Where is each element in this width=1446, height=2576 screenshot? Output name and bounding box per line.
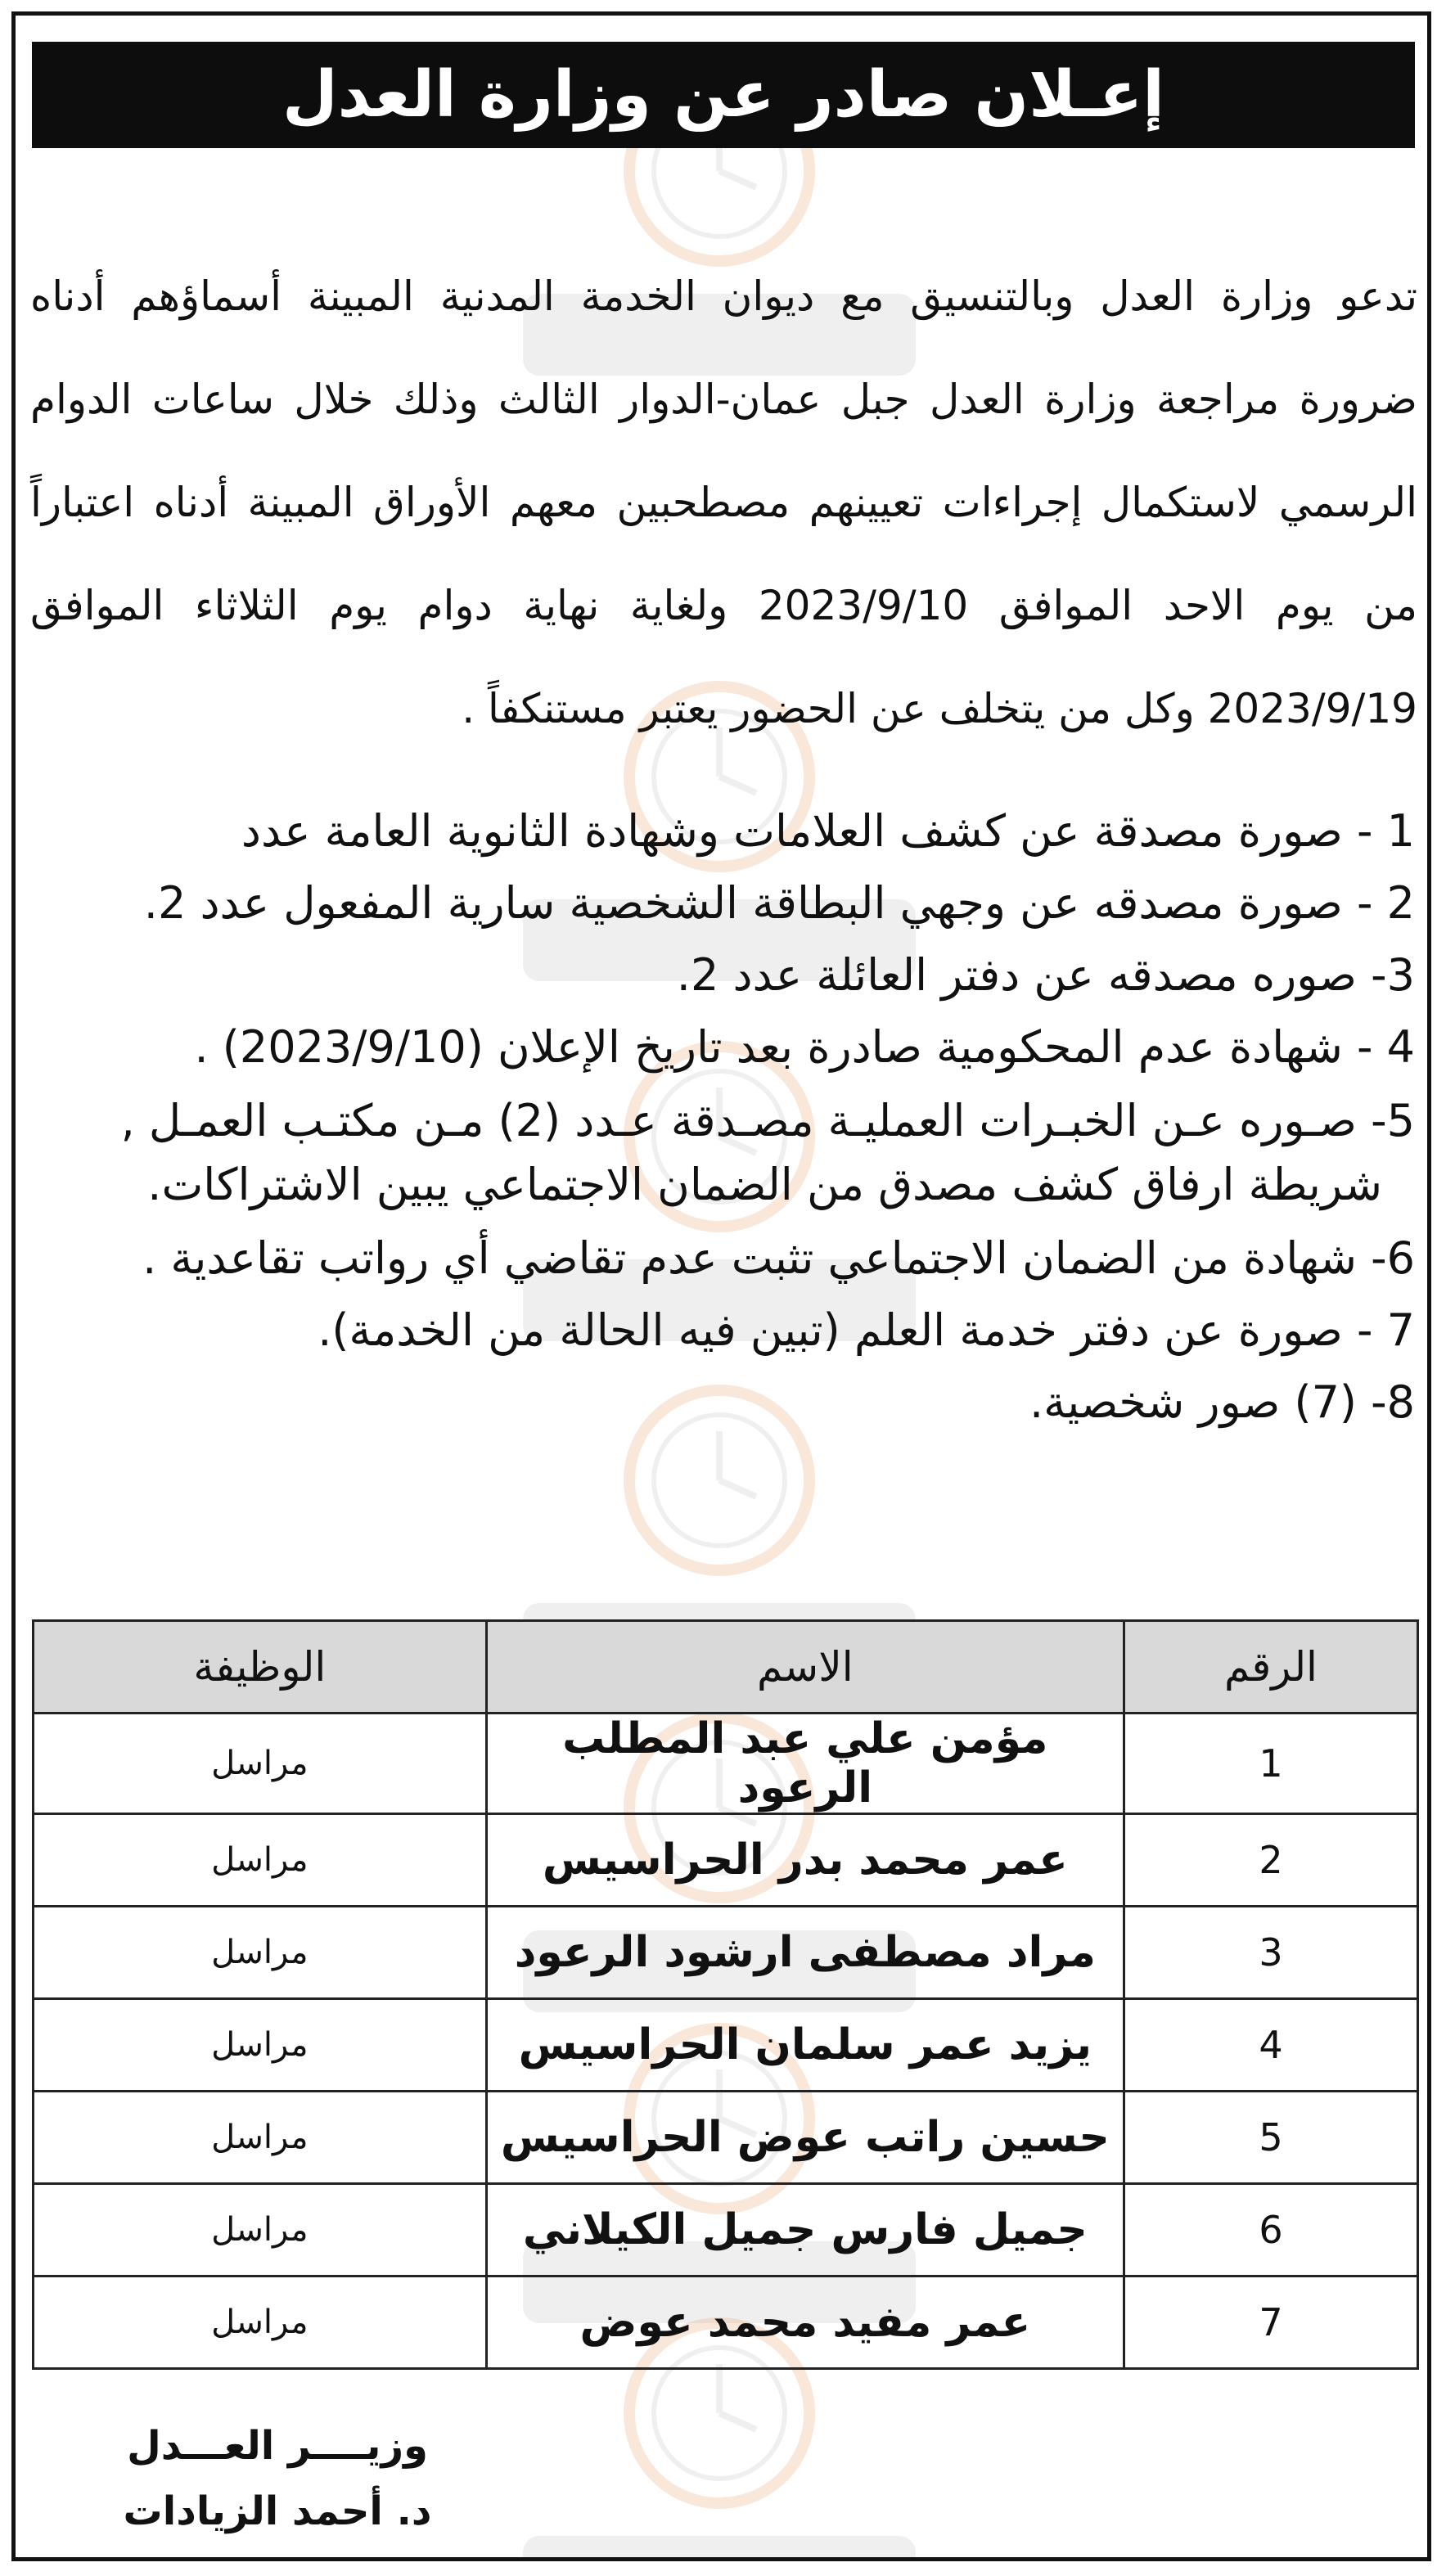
row-name: يزيد عمر سلمان الحراسيس bbox=[486, 1999, 1124, 2092]
row-name: عمر مفيد محمد عوض bbox=[486, 2277, 1124, 2369]
table-row bbox=[34, 2184, 1418, 2277]
requirement-item: 8- (7) صور شخصية. bbox=[1029, 1376, 1415, 1428]
row-name: مؤمن علي عبد المطلب الرعود bbox=[486, 1714, 1124, 1814]
row-job: مراسل bbox=[34, 2092, 487, 2184]
row-number: 3 bbox=[1124, 1907, 1418, 1999]
header-job: الوظيفة bbox=[34, 1621, 487, 1714]
table-row bbox=[34, 1907, 1418, 1999]
announcement-page bbox=[11, 11, 1431, 2561]
row-name: مراد مصطفى ارشود الرعود bbox=[486, 1907, 1124, 1999]
table-row bbox=[34, 2277, 1418, 2369]
announcement-title: إعـلان صادر عن وزارة العدل bbox=[32, 42, 1415, 148]
header-number: الرقم bbox=[1124, 1621, 1418, 1714]
signature-block bbox=[65, 2413, 490, 2544]
row-name: جميل فارس جميل الكيلاني bbox=[486, 2184, 1124, 2277]
row-number: 7 bbox=[1124, 2277, 1418, 2369]
appointees-table bbox=[32, 1619, 1419, 2370]
requirement-item: 4 - شهادة عدم المحكومية صادرة بعد تاريخ الإعلان (2023/9/10) . bbox=[194, 1021, 1415, 1073]
row-job: مراسل bbox=[34, 2277, 487, 2369]
signature-name: د. أحمد الزيادات bbox=[123, 2488, 432, 2534]
row-name: عمر محمد بدر الحراسيس bbox=[486, 1814, 1124, 1907]
header-name: الاسم bbox=[486, 1621, 1124, 1714]
requirement-item: 3- صوره مصدقه عن دفتر العائلة عدد 2. bbox=[676, 949, 1415, 1001]
row-number: 2 bbox=[1124, 1814, 1418, 1907]
row-number: 6 bbox=[1124, 2184, 1418, 2277]
intro-paragraph: تدعو وزارة العدل وبالتنسيق مع ديوان الخدمة المدنية المبينة أسماؤهم أدناه ضرورة مراجعة وزارة العدل جبل عمان-الدوار الثالث وذلك خلال ساعات الدوام الرسمي لاستكمال إجراءات تعيينهم مصطحبين معهم الأوراق المبينة أدناه اعتباراً من يوم الاحد الموافق 2023/9/10 ولغاية نهاية دوام يوم الثلاثاء الموافق 2023/9/19 وكل من يتخلف عن الحضور يعتبر مستنكفاً . bbox=[30, 272, 1417, 732]
row-job: مراسل bbox=[34, 1814, 487, 1907]
table-row bbox=[34, 1714, 1418, 1814]
requirement-text: 5- صـوره عـن الخبـرات العمليـة مصـدقة عـدد (2) مـن مكتـب العمـل , bbox=[120, 1095, 1415, 1146]
row-job: مراسل bbox=[34, 2184, 487, 2277]
row-number: 5 bbox=[1124, 2092, 1418, 2184]
requirement-item: 7 - صورة عن دفتر خدمة العلم (تبين فيه الحالة من الخدمة). bbox=[318, 1304, 1415, 1356]
table-row bbox=[34, 2092, 1418, 2184]
requirement-continuation: شريطة ارفاق كشف مصدق من الضمان الاجتماعي يبين الاشتراكات. bbox=[147, 1159, 1382, 1210]
requirement-item: 2 - صورة مصدقه عن وجهي البطاقة الشخصية سارية المفعول عدد 2. bbox=[143, 877, 1415, 929]
row-number: 4 bbox=[1124, 1999, 1418, 2092]
requirement-item: 1 - صورة مصدقة عن كشف العلامات وشهادة الثانوية العامة عدد bbox=[241, 805, 1415, 857]
row-number: 1 bbox=[1124, 1714, 1418, 1814]
row-job: مراسل bbox=[34, 1714, 487, 1814]
row-job: مراسل bbox=[34, 1907, 487, 1999]
signature-role: وزيــــر العـــدل bbox=[127, 2423, 428, 2469]
row-job: مراسل bbox=[34, 1999, 487, 2092]
table-header-row bbox=[34, 1621, 1418, 1714]
table-row bbox=[34, 1814, 1418, 1907]
requirement-item: 6- شهادة من الضمان الاجتماعي تثبت عدم تقاضي أي رواتب تقاعدية . bbox=[142, 1232, 1415, 1284]
table-row bbox=[34, 1999, 1418, 2092]
requirement-item bbox=[48, 1089, 1415, 1217]
row-name: حسين راتب عوض الحراسيس bbox=[486, 2092, 1124, 2184]
requirements-list bbox=[48, 801, 1415, 1444]
